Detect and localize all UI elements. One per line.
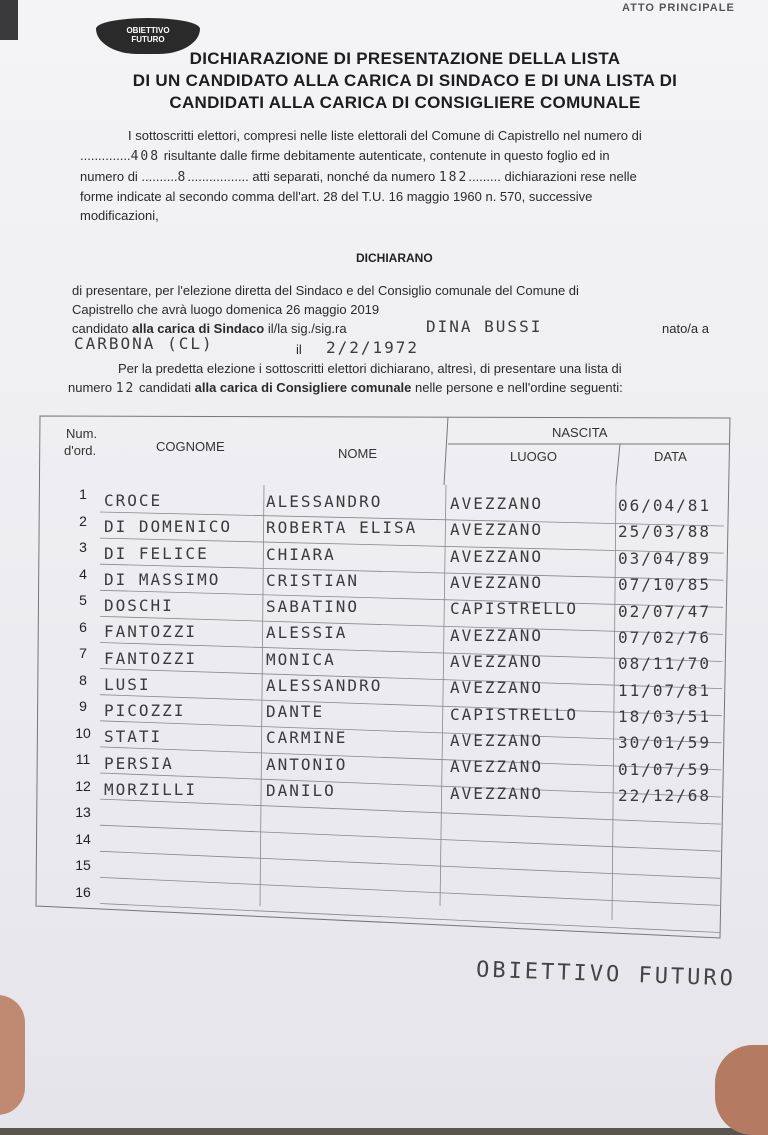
cell-luogo: CAPISTRELLO (450, 599, 578, 619)
decl-line-3: candidato alla carica di Sindaco il/la sig./sig.ra (72, 321, 347, 336)
cell-nome: ALESSIA (266, 623, 348, 643)
row-divider (100, 851, 720, 878)
column-divider (440, 485, 446, 906)
cell-nome: DANILO (266, 780, 336, 800)
cell-cognome: PICOZZI (104, 701, 186, 721)
intro-line-3: numero di ..........8................. atti separati, nonché da numero 182......... dichiarazioni rese nelle (80, 169, 637, 185)
cell-cognome: DI MASSIMO (104, 569, 221, 589)
cell-luogo: CAPISTRELLO (450, 704, 578, 724)
cell-data: 03/04/89 (618, 548, 712, 568)
cell-nome: DANTE (266, 702, 325, 722)
candidate-name: DINA BUSSI (426, 317, 543, 336)
row-number: 9 (79, 698, 87, 714)
row-number: 2 (79, 512, 87, 529)
cell-data: 30/01/59 (618, 733, 712, 753)
decl-line-2: Capistrello che avrà luogo domenica 26 maggio 2019 (72, 302, 380, 317)
intro-line-5: modificazioni, (80, 208, 159, 223)
cell-cognome: STATI (104, 727, 163, 747)
cell-cognome: DI DOMENICO (104, 517, 232, 537)
cell-data: 22/12/68 (618, 786, 712, 806)
row-number: 10 (75, 724, 91, 741)
cell-data: 18/03/51 (618, 707, 712, 727)
row-divider (100, 877, 720, 905)
col-num-header: Num. (66, 426, 98, 441)
handwritten-acts: 8 (177, 170, 188, 185)
cell-luogo: AVEZZANO (450, 546, 544, 566)
row-divider (100, 825, 720, 851)
cell-data: 25/03/88 (618, 522, 712, 542)
col-nome-header: NOME (338, 446, 377, 461)
col-nascita-header: NASCITA (552, 425, 608, 440)
title-line-2: DI UN CANDIDATO ALLA CARICA DI SINDACO E DI UNA LISTA DI (132, 71, 678, 90)
column-divider (260, 485, 264, 906)
col-cognome-header: COGNOME (156, 439, 225, 454)
cell-data: 06/04/81 (618, 496, 712, 515)
row-number: 8 (79, 671, 87, 688)
candidate-birthplace: CARBONA (CL) (74, 334, 214, 353)
title-line-1: DICHIARAZIONE DI PRESENTAZIONE DELLA LISTA (189, 49, 621, 68)
cell-luogo: AVEZZANO (450, 757, 544, 777)
cell-luogo: AVEZZANO (450, 651, 544, 671)
cell-luogo: AVEZZANO (450, 678, 544, 698)
handwritten-declarations: 182 (438, 170, 469, 185)
cell-luogo: AVEZZANO (450, 494, 544, 513)
cell-data: 11/07/81 (618, 680, 712, 700)
row-number: 7 (79, 645, 87, 661)
cell-luogo: AVEZZANO (450, 520, 544, 540)
nato-label: nato/a a (662, 321, 709, 336)
cell-data: 02/07/47 (618, 601, 712, 621)
cell-data: 01/07/59 (618, 759, 712, 779)
decl-line-6: numero 12 candidati alla carica di Consigliere comunale nelle persone e nell'ordine seguenti: (68, 380, 623, 396)
cell-luogo: AVEZZANO (450, 625, 544, 645)
cell-nome: ALESSANDRO (266, 492, 383, 511)
col-data-header: DATA (654, 449, 687, 464)
cell-cognome: LUSI (104, 674, 151, 694)
cell-nome: SABATINO (266, 597, 360, 617)
row-number: 1 (79, 486, 87, 502)
decl-line-1: di presentare, per l'elezione diretta del Sindaco e del Consiglio comunale del Comune di (72, 283, 579, 298)
cell-cognome: CROCE (104, 491, 163, 510)
cell-data: 08/11/70 (618, 654, 712, 674)
cell-data: 07/02/76 (618, 627, 712, 647)
cell-nome: CRISTIAN (266, 570, 360, 590)
row-number: 14 (75, 830, 91, 847)
cell-luogo: AVEZZANO (450, 783, 544, 803)
cell-nome: ANTONIO (266, 754, 348, 774)
cell-nome: CARMINE (266, 728, 348, 748)
cell-cognome: FANTOZZI (104, 622, 198, 642)
intro-line-1: I sottoscritti elettori, compresi nelle liste elettorali del Comune di Capistrello nel numero di (128, 128, 642, 143)
row-divider (100, 904, 720, 933)
intro-line-2: ..............408 risultante dalle firme debitamente autenticate, contenute in questo foglio ed in (80, 148, 610, 164)
il-label: il (296, 342, 302, 357)
cell-nome: ALESSANDRO (266, 675, 383, 695)
row-number: 5 (79, 592, 87, 608)
cell-luogo: AVEZZANO (450, 572, 544, 592)
cell-cognome: MORZILLI (104, 779, 198, 799)
row-number: 16 (75, 883, 91, 900)
cell-nome: MONICA (266, 649, 336, 669)
cell-cognome: DI FELICE (104, 543, 209, 563)
col-num-header-2: d'ord. (64, 443, 97, 458)
left-finger (0, 995, 25, 1115)
cell-cognome: DOSCHI (104, 596, 174, 616)
row-number: 3 (79, 539, 87, 555)
handwritten-voters: 408 (130, 149, 161, 164)
cell-luogo: AVEZZANO (450, 730, 544, 750)
decl-line-5: Per la predetta elezione i sottoscritti elettori dichiarano, altresì, di presentare una lista di (118, 361, 622, 376)
signature-handwriting: OBIETTIVO FUTURO (475, 957, 737, 992)
row-number: 6 (79, 618, 87, 635)
cell-cognome: PERSIA (104, 753, 174, 773)
row-number: 11 (75, 751, 91, 767)
logo-obiettivo-futuro: OBIETTIVO FUTURO (96, 18, 200, 54)
cell-nome: ROBERTA ELISA (266, 518, 418, 538)
col-luogo-header: LUOGO (510, 449, 557, 464)
cell-nome: CHIARA (266, 544, 336, 564)
cell-cognome: FANTOZZI (104, 648, 198, 668)
atto-label: ATTO PRINCIPALE (622, 2, 735, 14)
list-count: 12 (115, 381, 136, 396)
cell-data: 07/10/85 (618, 575, 712, 595)
row-number: 15 (75, 857, 91, 873)
row-number: 12 (75, 777, 91, 794)
row-number: 13 (75, 804, 91, 820)
dichiarano-heading: DICHIARANO (356, 251, 433, 265)
intro-line-4: forme indicate al secondo comma dell'art. 28 del T.U. 16 maggio 1960 n. 570, successive (80, 189, 593, 204)
title-line-3: CANDIDATI ALLA CARICA DI CONSIGLIERE COMUNALE (169, 93, 641, 112)
candidate-birthdate: 2/2/1972 (326, 338, 420, 357)
row-number: 4 (79, 565, 87, 582)
